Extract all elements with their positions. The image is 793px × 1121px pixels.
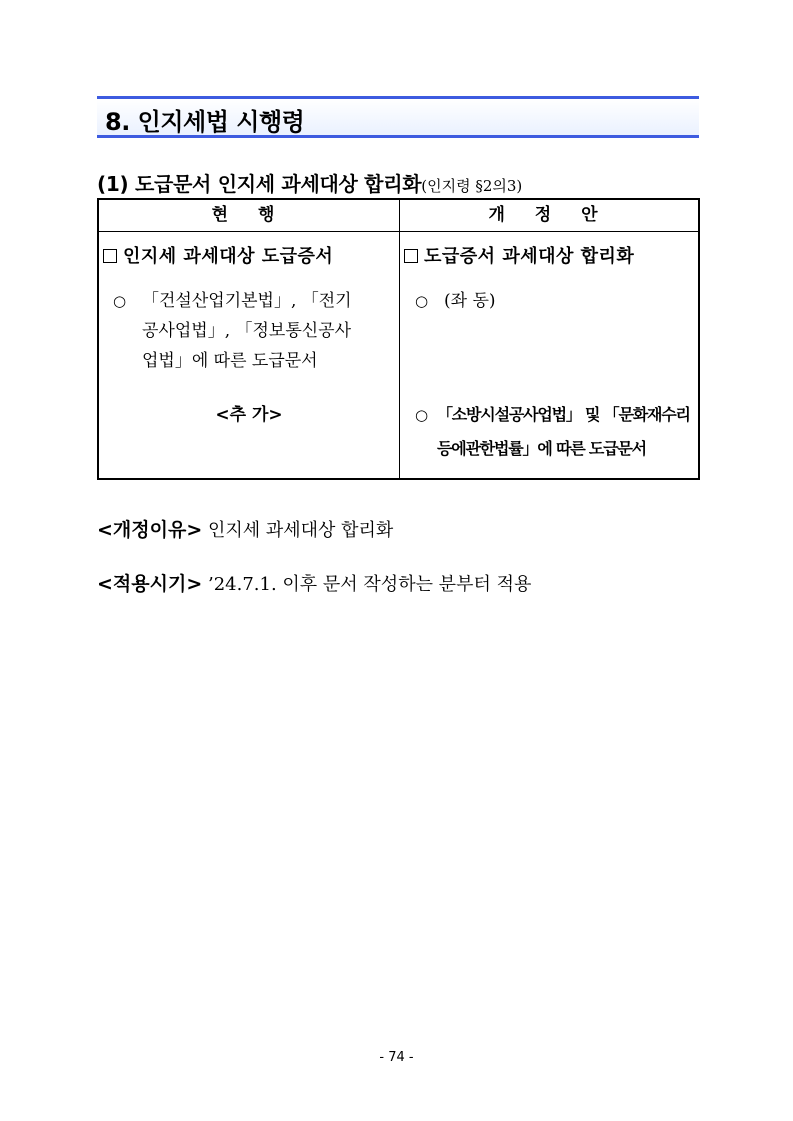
- revised-same-text: (좌 동): [444, 291, 496, 311]
- circle-bullet-icon: ○: [415, 292, 429, 310]
- square-icon: [103, 249, 117, 263]
- comparison-table: [97, 198, 700, 480]
- table-header-divider: [99, 231, 698, 232]
- current-heading-row: [103, 242, 333, 268]
- effective-text: ’24.7.1. 이후 문서 작성하는 분부터 적용: [208, 574, 532, 595]
- reason-label: <개정이유>: [97, 519, 203, 541]
- effective-line: [97, 569, 531, 596]
- section-title-bar: [97, 96, 699, 138]
- subsection-heading: [97, 168, 522, 197]
- reason-line: [97, 515, 393, 542]
- addition-note: <추 가>: [215, 405, 283, 425]
- revised-heading-row: [404, 242, 634, 268]
- header-revised: 개 정 안: [488, 205, 610, 225]
- section-title: 8. 인지세법 시행령: [105, 108, 305, 136]
- revised-new-line-2: 등에관한법률」에 따른 도급문서: [437, 439, 646, 458]
- current-bullet-line-3: 업법」에 따른 도급문서: [142, 351, 318, 371]
- current-bullet-line-1: 「건설산업기본법」, 「전기: [142, 291, 352, 311]
- table-column-divider: [399, 200, 400, 478]
- reason-text: 인지세 과세대상 합리화: [208, 520, 394, 541]
- effective-label: <적용시기>: [97, 573, 203, 595]
- revised-new-line-1: 「소방시설공사업법」 및 「문화재수리: [437, 405, 690, 424]
- circle-bullet-icon: ○: [113, 292, 127, 310]
- revised-bullet-new: [415, 398, 699, 468]
- revised-bullet-same: [415, 286, 695, 316]
- revised-heading: 도급증서 과세대상 합리화: [424, 246, 635, 267]
- header-current: 현 행: [211, 205, 287, 225]
- square-icon: [404, 249, 418, 263]
- current-heading: 인지세 과세대상 도급증서: [123, 246, 334, 267]
- page-number: - 74 -: [379, 1050, 414, 1065]
- circle-bullet-icon: ○: [415, 406, 429, 424]
- subsection-title: (1) 도급문서 인지세 과세대상 합리화: [97, 172, 422, 196]
- current-bullet: [113, 286, 397, 378]
- subsection-reference: (인지령 §2의3): [421, 177, 523, 195]
- current-bullet-line-2: 공사업법」, 「정보통신공사: [142, 321, 352, 341]
